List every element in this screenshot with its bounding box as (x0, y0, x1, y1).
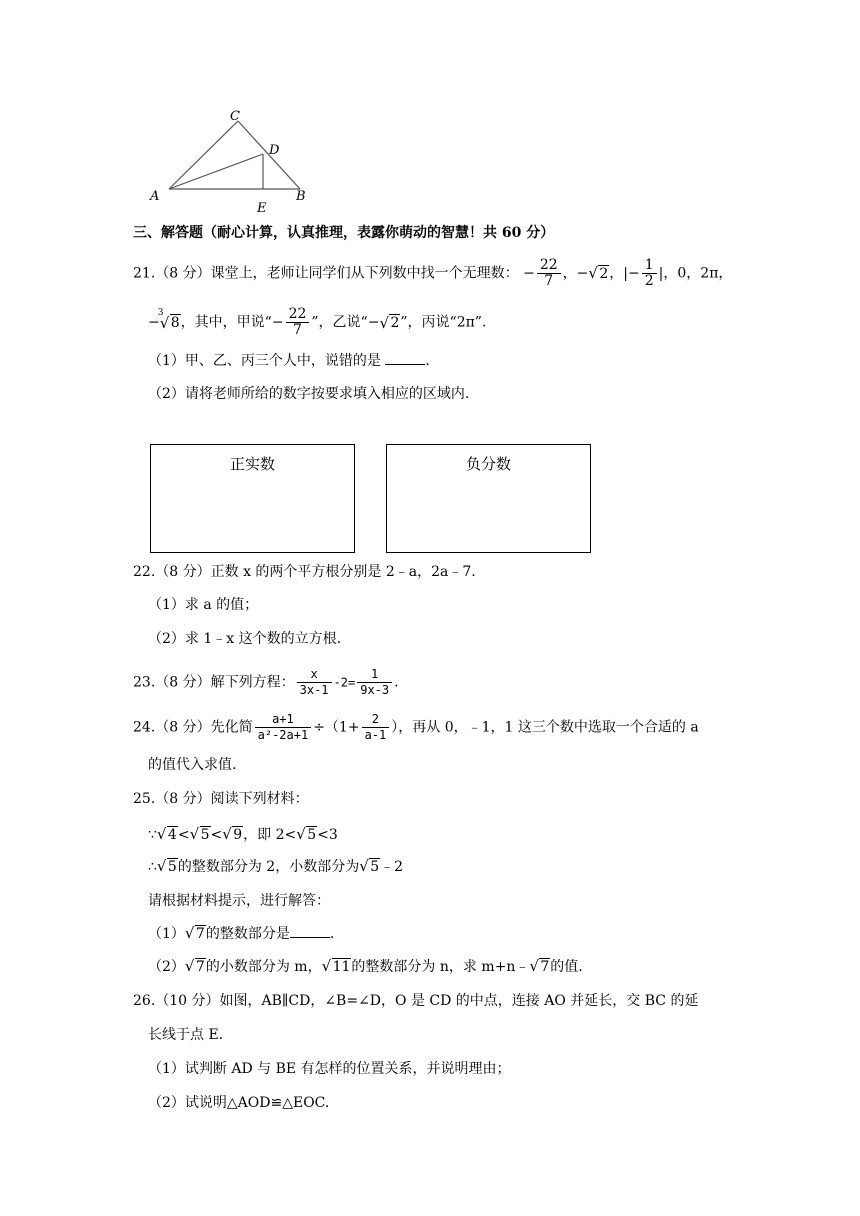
q21-line2: − 3 √ 8，其中，甲说“− $\frac{22}{7}$ ”，乙说“− √ 2”，丙说“2π”. (148, 306, 487, 338)
q21-n3-denominator: 2 (644, 273, 654, 289)
q23-f2-numerator: 1 (357, 667, 392, 683)
q25-text: （8 分）阅读下列材料： (155, 791, 309, 807)
q21-text-b: ，其中，甲说“ (180, 314, 272, 331)
q21-n1-numerator: 22 (537, 258, 561, 274)
q25-answer-blank[interactable] (290, 925, 330, 938)
q25-number: 25. (133, 791, 156, 807)
q21-n1b-numerator: 22 (286, 307, 310, 323)
q21-text-d: ”，丙说“2π”. (400, 314, 487, 331)
q25-sub1: （1） √ 7的整数部分是 . (148, 924, 335, 942)
q23-f2-denominator: 9x-3 (360, 683, 390, 697)
negative-fraction-label: 负分数 (465, 455, 511, 473)
q21-sqrt-2-b: √ 2 (379, 313, 400, 332)
q21-sub1-text: （1）甲、乙、丙三个人中，说错的是 (148, 353, 381, 369)
q21-answer-blank[interactable] (385, 352, 425, 365)
q24-rest: ），再从 0，﹣1，1 这三个数中选取一个合适的 a (391, 719, 699, 736)
q21-n1b-denominator: 7 (293, 322, 302, 338)
q21-text: 课堂上，老师让同学们从下列数中找一个无理数： (210, 265, 519, 282)
q21-sub2: （2）请将老师所给的数字按要求填入相应的区域内. (148, 386, 470, 402)
q25-line-3: 请根据材料提示，进行解答： (148, 893, 330, 909)
segment-AC (169, 121, 238, 189)
q23-number: 23. (133, 674, 156, 691)
q21-sub1-end: . (425, 353, 430, 369)
q24-number: 24. (133, 719, 156, 736)
q24-f2-numerator: 2 (362, 712, 390, 728)
q24-fraction-2 (362, 712, 390, 743)
q25-line-1: ∵ √ 4< √ 5< √ 9，即 2< √ 5<3 (148, 825, 338, 843)
q23-fraction-1 (297, 667, 332, 698)
q22-text: （8 分）正数 x 的两个平方根分别是 2﹣a，2a﹣7. (155, 564, 476, 580)
q24-f1-numerator: a+1 (255, 712, 312, 728)
section-heading: 三、解答题（耐心计算，认真推理，表露你萌动的智慧！共 60 分） (133, 225, 555, 241)
negative-fraction-box[interactable] (386, 444, 591, 553)
positive-real-box[interactable] (150, 444, 355, 553)
q26-sub2: （2）试说明△AOD≌△EOC. (148, 1095, 330, 1111)
q24-f2-denominator: a-1 (364, 728, 387, 742)
q23-line (133, 667, 399, 698)
triangle-figure (140, 100, 320, 220)
q24-fraction-1 (255, 712, 312, 743)
q26-line1 (133, 991, 698, 1011)
q21-sub1 (148, 351, 430, 371)
q25-sub2: （2） √ 7的小数部分为 m， √ 11的整数部分为 n，求 m+n﹣ √ 7的值. (148, 957, 583, 975)
q25-line-2: ∴ √ 5的整数部分为 2，小数部分为 √ 5﹣2 (148, 857, 404, 875)
q21-cbrt-8: 3 √ 8 (157, 307, 180, 332)
q23-f1-denominator: 3x-1 (299, 683, 329, 697)
label-B: B (296, 189, 306, 204)
label-C: C (230, 109, 240, 124)
q24-mid: ÷（1+ (313, 719, 360, 736)
label-A: A (150, 189, 160, 204)
q22-line (133, 562, 476, 582)
q21-n1-denominator: 7 (544, 273, 554, 289)
q23-fraction-2 (357, 667, 392, 698)
q21-n3-numerator: 1 (642, 258, 657, 274)
q23-mid: -2= (333, 675, 356, 690)
label-D: D (269, 143, 280, 158)
q21-number: 21. (133, 265, 156, 282)
q21-fraction-1-2 (642, 258, 657, 289)
q24-line1 (133, 712, 699, 743)
q21-rest: ，0，2π， (663, 265, 733, 282)
q21-fraction-22-7 (537, 258, 561, 289)
q24-text: （8 分）先化简 (155, 719, 253, 736)
q23-text: （8 分）解下列方程： (155, 674, 295, 691)
q21-sqrt-2: √ 2 (588, 263, 609, 282)
label-E: E (257, 201, 267, 216)
q24-line2: 的值代入求值. (148, 757, 237, 773)
q22-number: 22. (133, 564, 156, 580)
segment-AD (169, 154, 263, 189)
q21-n1-sign: − (523, 265, 535, 282)
q25-line (133, 789, 309, 809)
q26-sub1: （1）试判断 AD 与 BE 有怎样的位置关系，并说明理由； (148, 1061, 511, 1077)
q21-fraction-22-7-b (286, 307, 310, 338)
q22-sub2: （2）求 1﹣x 这个数的立方根. (148, 631, 342, 647)
q23-end: . (394, 674, 399, 691)
q23-f1-numerator: x (297, 667, 332, 683)
q24-f1-denominator: a²-2a+1 (257, 728, 309, 742)
q26-text: （10 分）如图，AB∥CD，∠B=∠D，O 是 CD 的中点，连接 AO 并延长，交 BC 的延 (155, 993, 699, 1009)
q22-sub1: （1）求 a 的值； (148, 597, 259, 613)
q21-line1: 21.（8 分）课堂上，老师让同学们从下列数中找一个无理数： − $\frac{22}{7}$ ，− √ 2，|− $\frac{1}{2}$ |，0，2π， (133, 257, 733, 289)
q21-text-c: ”，乙说“ (311, 314, 368, 331)
positive-real-label: 正实数 (229, 455, 275, 473)
q26-line2: 长线于点 E. (148, 1027, 224, 1043)
q26-number: 26. (133, 993, 156, 1009)
q21-score: （8 分） (155, 265, 211, 282)
